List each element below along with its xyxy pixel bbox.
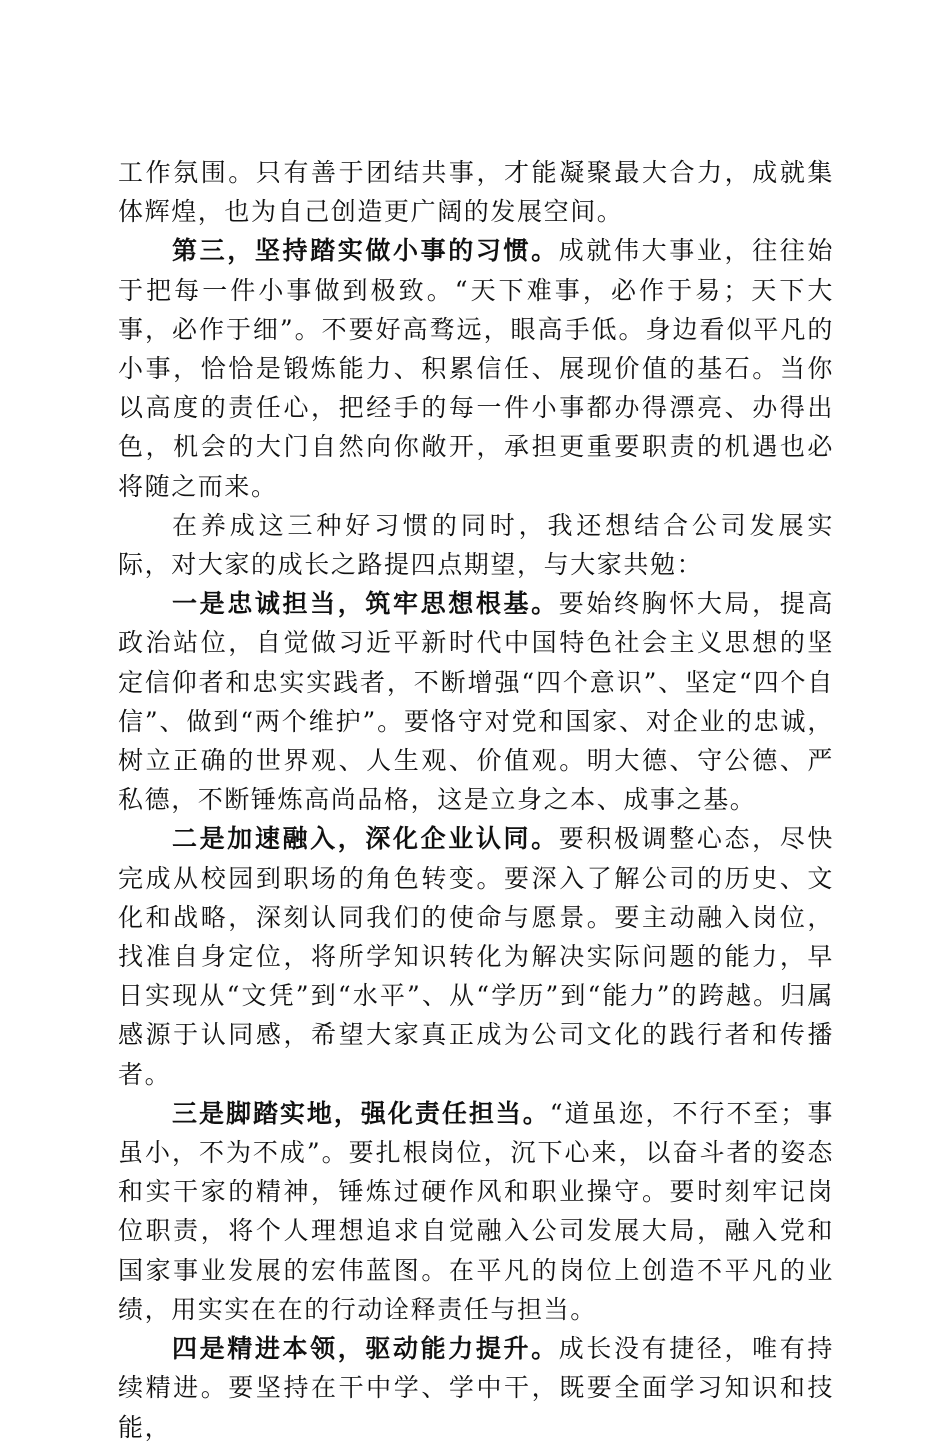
paragraph-expectation-three	[118, 1094, 834, 1329]
paragraph-lead: 三是脚踏实地，强化责任担当。	[172, 1098, 550, 1128]
paragraph-expectation-two	[118, 819, 834, 1093]
paragraph-continuation	[118, 153, 834, 231]
paragraph-text: 成就伟大事业，往往始于把每一件小事做到极致。“天下难事，必作于易；天下大事，必作于细”。不要好高骛远，眼高手低。身边看似平凡的小事，恰恰是锻炼能力、积累信任、展现价值的基石。当你以高度的责任心，把经手的每一件小事都办得漂亮、办得出色，机会的大门自然向你敞开，承担更重要职责的机遇也必将随之而来。	[118, 236, 834, 501]
paragraph-lead: 一是忠诚担当，筑牢思想根基。	[172, 589, 559, 619]
paragraph-text: 要始终胸怀大局，提高政治站位，自觉做习近平新时代中国特色社会主义思想的坚定信仰者和忠实实践者，不断增强“四个意识”、坚定“四个自信”、做到“两个维护”。要恪守对党和国家、对企业的忠诚，树立正确的世界观、人生观、价值观。明大德、守公德、严私德，不断锤炼高尚品格，这是立身之本、成事之基。	[118, 589, 834, 815]
paragraph-text: 要积极调整心态，尽快完成从校园到职场的角色转变。要深入了解公司的历史、文化和战略，深刻认同我们的使命与愿景。要主动融入岗位，找准自身定位，将所学知识转化为解决实际问题的能力，早日实现从“文凭”到“水平”、从“学历”到“能力”的跨越。归属感源于认同感，希望大家真正成为公司文化的践行者和传播者。	[118, 824, 834, 1089]
paragraph-lead: 第三，坚持踏实做小事的习惯。	[172, 236, 559, 266]
paragraph-lead: 二是加速融入，深化企业认同。	[172, 824, 559, 854]
document-body	[118, 153, 834, 1447]
paragraph-text: 成长没有捷径，唯有持续精进。要坚持在干中学、学中干，既要全面学习知识和技能，	[118, 1334, 834, 1442]
paragraph-expectation-four	[118, 1329, 834, 1447]
paragraph-text: 在养成这三种好习惯的同时，我还想结合公司发展实际，对大家的成长之路提四点期望，与大家共勉：	[118, 510, 834, 580]
paragraph-text: “道虽迩，不行不至；事虽小，不为不成”。要扎根岗位，沉下心来，以奋斗者的姿态和实干家的精神，锤炼过硬作风和职业操守。要时刻牢记岗位职责，将个人理想追求自觉融入公司发展大局，融入党和国家事业发展的宏伟蓝图。在平凡的岗位上创造不平凡的业绩，用实实在在的行动诠释责任与担当。	[118, 1098, 834, 1324]
paragraph-habit-three	[118, 231, 834, 505]
paragraph-lead: 四是精进本领，驱动能力提升。	[172, 1334, 559, 1364]
paragraph-expectation-one	[118, 584, 834, 819]
paragraph-transition	[118, 506, 834, 584]
paragraph-text: 工作氛围。只有善于团结共事，才能凝聚最大合力，成就集体辉煌，也为自己创造更广阔的发展空间。	[118, 158, 834, 227]
